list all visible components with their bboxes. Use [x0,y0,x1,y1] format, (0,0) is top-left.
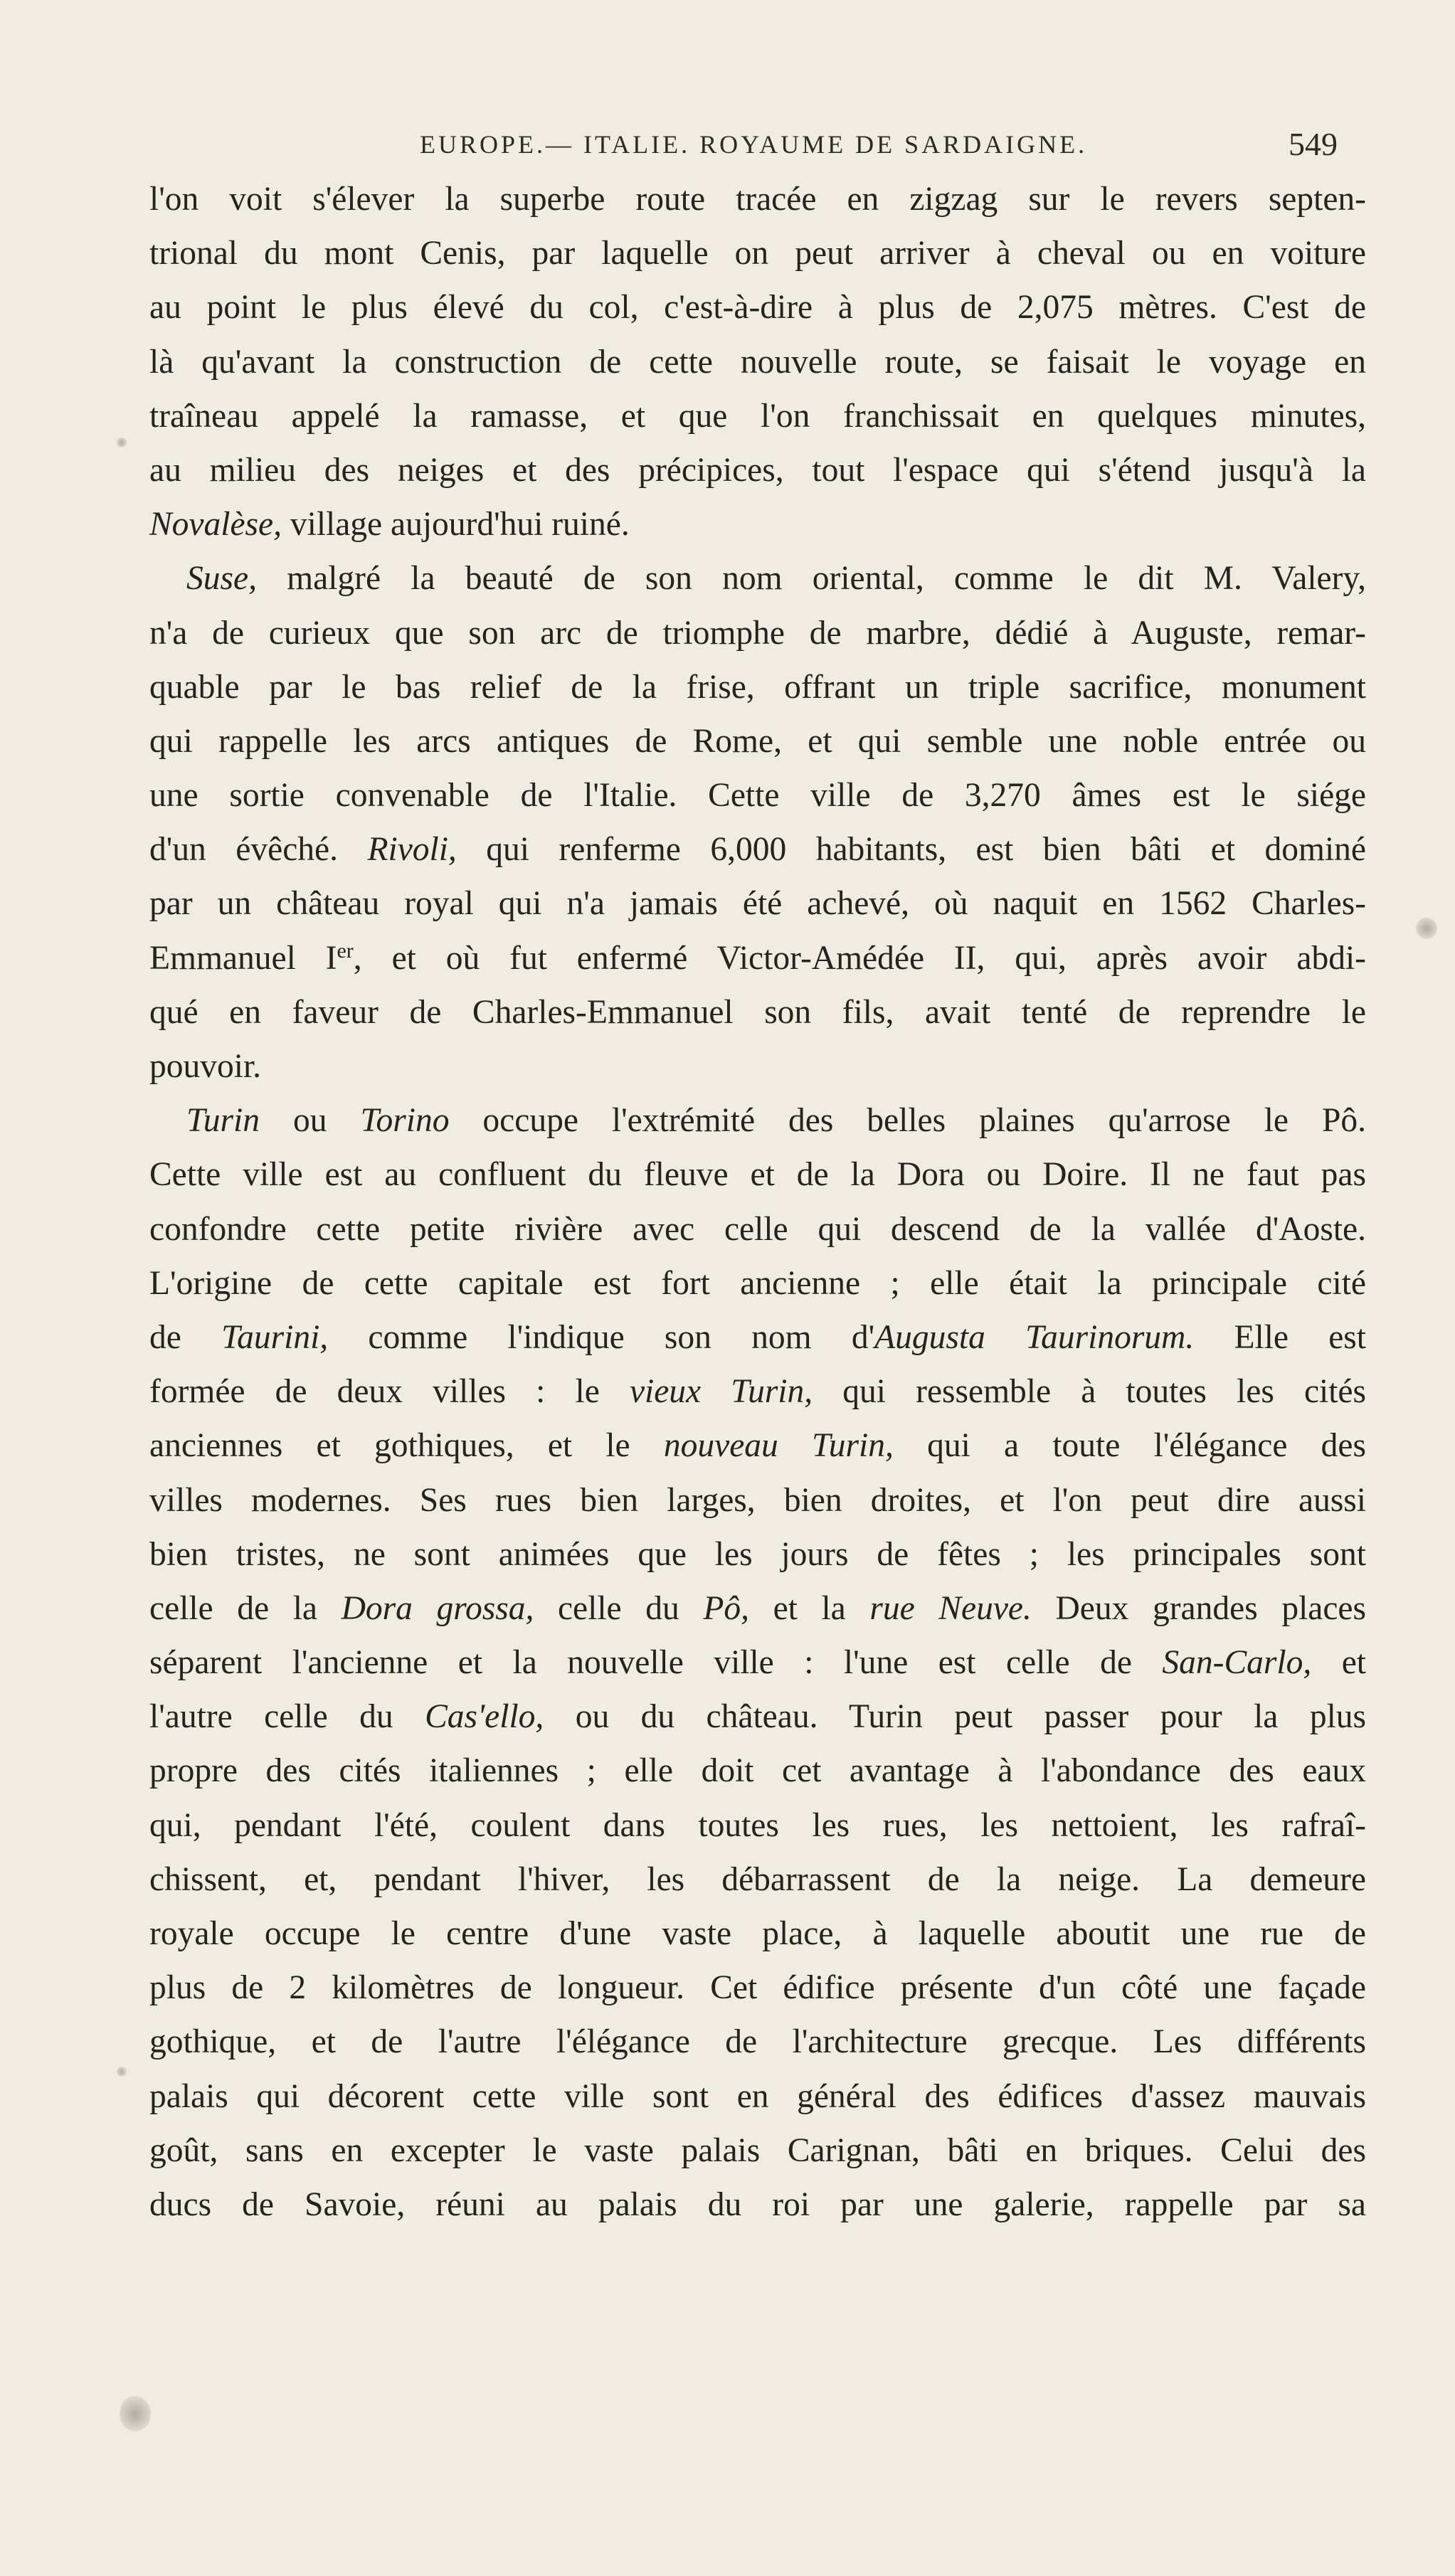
text-line: chissent, et, pendant l'hiver, les débarrassent de la neige. La demeure [149,1860,1366,1898]
text-line: qui, pendant l'été, coulent dans toutes les rues, les nettoient, les rafraî- [149,1806,1366,1844]
text-line: ducs de Savoie, réuni au palais du roi par une galerie, rappelle par sa [149,2185,1366,2223]
text-line: bien tristes, ne sont animées que les jours de fêtes ; les principales sont [149,1535,1366,1573]
text-line: d'un évêché. Rivoli, qui renferme 6,000 habitants, est bien bâti et dominé [149,831,1366,869]
paragraph-start: Suse, malgré la beauté de son nom oriental, comme le dit M. Valery, [186,560,1366,598]
text-line: n'a de curieux que son arc de triomphe de marbre, dédié à Auguste, remar- [149,614,1366,652]
running-title: EUROPE.— ITALIE. ROYAUME DE SARDAIGNE. [420,130,1088,159]
text-line: quable par le bas relief de la frise, offrant un triple sacrifice, monument [149,668,1366,706]
text-line: au milieu des neiges et des précipices, tout l'espace qui s'étend jusqu'à la [149,451,1366,489]
text-line: royale occupe le centre d'une vaste place, à laquelle aboutit une rue de [149,1915,1366,1952]
text-line: celle de la Dora grossa, celle du Pô, et la rue Neuve. Deux grandes places [149,1589,1367,1627]
ink-smudge [117,438,127,447]
text-line: traîneau appelé la ramasse, et que l'on franchissait en quelques minutes, [149,397,1366,435]
running-header [420,126,1338,172]
text-line: une sortie convenable de l'Italie. Cette ville de 3,270 âmes est le siége [149,777,1366,815]
page-number: 549 [1289,126,1338,162]
ink-smudge [117,2067,127,2077]
text-line: qui rappelle les arcs antiques de Rome, et qui semble une noble entrée ou [149,722,1366,760]
text-line: Cette ville est au confluent du fleuve et de la Dora ou Doire. Il ne faut pas [149,1156,1366,1194]
text-line: séparent l'ancienne et la nouvelle ville : l'une est celle de San-Carlo, et [149,1644,1366,1682]
text-line: anciennes et gothiques, et le nouveau Turin, qui a toute l'élégance des [149,1427,1366,1465]
text-line: L'origine de cette capitale est fort ancienne ; elle était la principale cité [149,1264,1366,1302]
text-line: goût, sans en excepter le vaste palais Carignan, bâti en briques. Celui des [149,2131,1366,2169]
text-line: propre des cités italiennes ; elle doit cet avantage à l'abondance des eaux [149,1752,1366,1790]
text-line: Novalèse, village aujourd'hui ruiné. [149,506,630,544]
paragraph-start: Turin ou Torino occupe l'extrémité des belles plaines qu'arrose le Pô. [186,1102,1366,1140]
text-line: formée de deux villes : le vieux Turin, qui ressemble à toutes les cités [149,1373,1366,1411]
text-line: de Taurini, comme l'indique son nom d'Augusta Taurinorum. Elle est [149,1318,1366,1356]
text-line: pouvoir. [149,1048,262,1085]
text-line: confondre cette petite rivière avec celle qui descend de la vallée d'Aoste. [149,1210,1366,1248]
text-line: l'on voit s'élever la superbe route tracée en zigzag sur le revers septen- [149,181,1366,218]
text-line: gothique, et de l'autre l'élégance de l'architecture grecque. Les différents [149,2023,1366,2061]
text-line: par un château royal qui n'a jamais été achevé, où naquit en 1562 Charles- [149,885,1366,923]
text-line: là qu'avant la construction de cette nouvelle route, se faisait le voyage en [149,343,1366,381]
text-line: trional du mont Cenis, par laquelle on peut arriver à cheval ou en voiture [149,235,1366,272]
text-line: au point le plus élevé du col, c'est-à-dire à plus de 2,075 mètres. C'est de [149,289,1366,327]
text-line: palais qui décorent cette ville sont en général des édifices d'assez mauvais [149,2077,1366,2115]
ink-smudge [120,2396,151,2432]
body-text [149,172,1366,2232]
text-line: qué en faveur de Charles-Emmanuel son fils, avait tenté de reprendre le [149,993,1366,1031]
ink-smudge [1416,918,1437,939]
text-line: Emmanuel Ier, et où fut enfermé Victor-Amédée II, qui, après avoir abdi- [149,938,1366,977]
text-line: l'autre celle du Cas'ello, ou du château. Turin peut passer pour la plus [149,1698,1366,1736]
text-line: villes modernes. Ses rues bien larges, bien droites, et l'on peut dire aussi [149,1481,1366,1519]
text-line: plus de 2 kilomètres de longueur. Cet édifice présente d'un côté une façade [149,1969,1366,2007]
